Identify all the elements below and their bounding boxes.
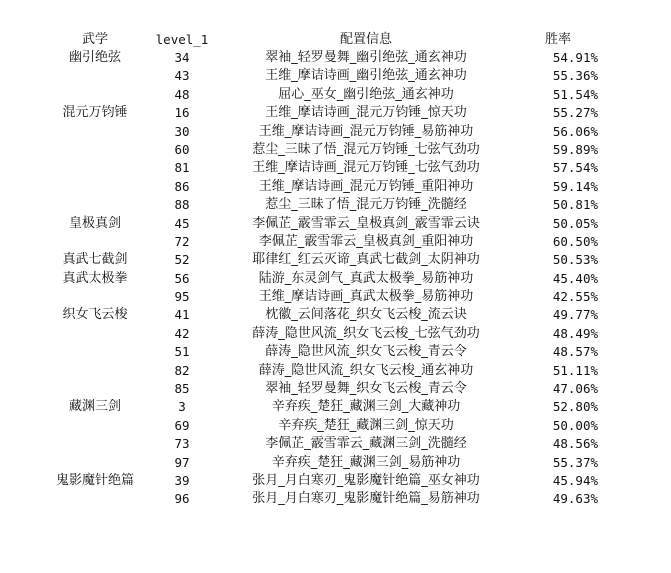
table-row	[0, 472, 671, 490]
cell-config: 屈心_巫女_幽引绝弦_通玄神功	[278, 86, 454, 102]
cell-config: 耶律红_红云灭谛_真武七截剑_太阴神功	[252, 252, 480, 268]
cell-level: 43	[174, 68, 190, 84]
cell-level: 52	[174, 252, 190, 268]
table-row	[0, 86, 671, 104]
cell-wuxue: 皇极真剑	[68, 215, 121, 231]
table-header-row	[0, 30, 671, 49]
cell-level: 51	[174, 344, 190, 360]
table-row	[0, 67, 671, 85]
header-level: level_1	[155, 32, 209, 47]
cell-level: 16	[174, 105, 190, 121]
cell-config: 枕徽_云间落花_织女飞云梭_流云诀	[265, 307, 467, 323]
cell-config: 张月_月白寒刃_鬼影魔针绝篇_易筋神功	[252, 491, 480, 507]
cell-winrate: 48.56%	[552, 436, 598, 452]
cell-wuxue: 真武太极拳	[62, 270, 128, 286]
cell-config: 王维_摩诘诗画_混元万钧锤_惊天功	[265, 105, 467, 121]
table-row	[0, 251, 671, 269]
cell-level: 45	[174, 215, 190, 231]
cell-config: 惹尘_三昧了悟_混元万钧锤_七弦气劲功	[252, 141, 480, 157]
cell-level: 39	[174, 472, 190, 488]
cell-wuxue: 幽引绝弦	[68, 50, 121, 65]
table-row	[0, 196, 671, 214]
cell-winrate: 45.94%	[552, 472, 598, 488]
cell-level: 86	[174, 178, 190, 194]
cell-winrate: 51.54%	[552, 86, 598, 102]
table-row	[0, 343, 671, 361]
cell-config: 薛涛_隐世风流_织女飞云梭_青云令	[265, 344, 467, 360]
cell-config: 翠袖_轻罗曼舞_织女飞云梭_青云令	[265, 381, 467, 397]
cell-level: 81	[174, 160, 190, 176]
table-row	[0, 380, 671, 398]
cell-config: 惹尘_三昧了悟_混元万钧锤_洗髓经	[265, 197, 467, 213]
cell-level: 56	[174, 270, 190, 286]
cell-winrate: 49.63%	[552, 491, 598, 507]
cell-config: 王维_摩诘诗画_混元万钧锤_重阳神功	[258, 178, 474, 194]
cell-config: 翠袖_轻罗曼舞_幽引绝弦_通玄神功	[265, 50, 467, 65]
table-row	[0, 398, 671, 416]
cell-level: 96	[174, 491, 190, 507]
cell-level: 60	[174, 141, 190, 157]
table-row	[0, 141, 671, 159]
cell-winrate: 48.49%	[552, 325, 598, 341]
cell-config: 王维_摩诘诗画_幽引绝弦_通玄神功	[265, 68, 467, 84]
cell-winrate: 50.53%	[552, 252, 598, 268]
cell-level: 82	[174, 362, 190, 378]
cell-winrate: 60.50%	[552, 233, 598, 249]
table-row	[0, 490, 671, 508]
cell-winrate: 56.06%	[552, 123, 598, 139]
cell-winrate: 52.80%	[552, 399, 598, 415]
cell-level: 73	[174, 436, 190, 452]
cell-level: 30	[174, 123, 190, 139]
cell-winrate: 54.91%	[552, 50, 598, 65]
cell-config: 陆游_东灵剑气_真武太极拳_易筋神功	[258, 270, 474, 286]
cell-winrate: 45.40%	[552, 270, 598, 286]
table-row	[0, 159, 671, 177]
table-row	[0, 215, 671, 233]
cell-config: 王维_摩诘诗画_真武太极拳_易筋神功	[258, 289, 474, 305]
cell-wuxue: 混元万钧锤	[62, 105, 128, 121]
cell-winrate: 47.06%	[552, 381, 598, 397]
cell-winrate: 49.77%	[552, 307, 598, 323]
cell-config: 李佩芷_霰雪霏云_藏渊三剑_洗髓经	[265, 436, 467, 452]
table-row	[0, 306, 671, 324]
cell-winrate: 42.55%	[552, 289, 598, 305]
cell-level: 42	[174, 325, 190, 341]
cell-level: 48	[174, 86, 190, 102]
table-row	[0, 288, 671, 306]
table-row	[0, 435, 671, 453]
cell-wuxue: 鬼影魔针绝篇	[55, 472, 134, 488]
table-row	[0, 104, 671, 122]
cell-config: 薛涛_隐世风流_织女飞云梭_通玄神功	[258, 362, 474, 378]
cell-winrate: 55.37%	[552, 454, 598, 470]
table-row	[0, 49, 671, 67]
cell-level: 85	[174, 381, 190, 397]
cell-level: 69	[174, 417, 190, 433]
cell-config: 辛弃疾_楚狂_藏渊三剑_惊天功	[278, 417, 454, 433]
cell-level: 72	[174, 233, 190, 249]
cell-winrate: 59.14%	[552, 178, 598, 194]
table-row	[0, 454, 671, 472]
cell-level: 34	[174, 50, 190, 65]
cell-config: 李佩芷_霰雪霏云_皇极真剑_重阳神功	[258, 233, 474, 249]
cell-winrate: 50.00%	[552, 417, 598, 433]
cell-winrate: 59.89%	[552, 141, 598, 157]
cell-level: 41	[174, 307, 190, 323]
cell-wuxue: 藏渊三剑	[68, 399, 121, 415]
table-row	[0, 123, 671, 141]
cell-config: 王维_摩诘诗画_混元万钧锤_易筋神功	[258, 123, 474, 139]
cell-config: 王维_摩诘诗画_混元万钧锤_七弦气劲功	[252, 160, 480, 176]
cell-level: 97	[174, 454, 190, 470]
cell-level: 3	[178, 399, 186, 415]
table-row	[0, 270, 671, 288]
cell-winrate: 55.36%	[552, 68, 598, 84]
cell-winrate: 55.27%	[552, 105, 598, 121]
table-body	[0, 49, 671, 509]
cell-winrate: 51.11%	[552, 362, 598, 378]
cell-winrate: 50.81%	[552, 197, 598, 213]
cell-level: 88	[174, 197, 190, 213]
cell-wuxue: 织女飞云梭	[62, 307, 128, 323]
cell-wuxue: 真武七截剑	[62, 252, 128, 268]
cell-config: 辛弃疾_楚狂_藏渊三剑_大藏神功	[271, 399, 461, 415]
results-table	[0, 30, 671, 509]
cell-config: 辛弃疾_楚狂_藏渊三剑_易筋神功	[271, 454, 461, 470]
cell-winrate: 48.57%	[552, 344, 598, 360]
cell-level: 95	[174, 289, 190, 305]
header-winrate: 胜率	[544, 32, 571, 47]
table-row	[0, 362, 671, 380]
cell-winrate: 57.54%	[552, 160, 598, 176]
table-row	[0, 233, 671, 251]
cell-config: 张月_月白寒刃_鬼影魔针绝篇_巫女神功	[252, 472, 480, 488]
table-row	[0, 417, 671, 435]
table-row	[0, 178, 671, 196]
cell-winrate: 50.05%	[552, 215, 598, 231]
cell-config: 薛涛_隐世风流_织女飞云梭_七弦气劲功	[252, 325, 480, 341]
header-wuxue: 武学	[81, 32, 108, 47]
header-config: 配置信息	[339, 32, 392, 47]
table-row	[0, 325, 671, 343]
cell-config: 李佩芷_霰雪霏云_皇极真剑_霰雪霏云诀	[252, 215, 480, 231]
